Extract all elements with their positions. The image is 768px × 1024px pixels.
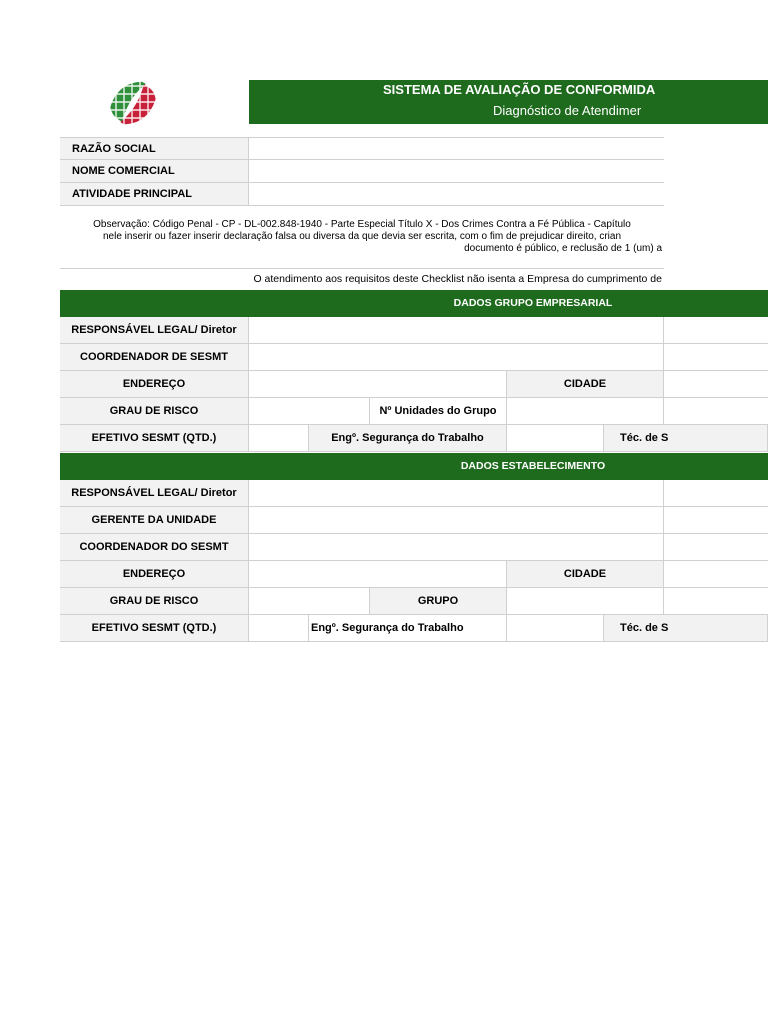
- estab-gerente-value[interactable]: [249, 507, 664, 533]
- grupo-coordenador-label: COORDENADOR DE SESMT: [60, 344, 249, 370]
- estab-gerente-row: [60, 507, 768, 534]
- checklist-notice: O atendimento aos requisitos deste Checklist não isenta a Empresa do cumprimento de: [253, 273, 662, 285]
- system-title: SISTEMA DE AVALIAÇÃO DE CONFORMIDA: [383, 82, 656, 97]
- estab-grau-risco-value[interactable]: [249, 588, 370, 614]
- grupo-tec-label: Téc. de S: [604, 425, 768, 451]
- estab-gerente-label: GERENTE DA UNIDADE: [60, 507, 249, 533]
- estab-grau-row: [60, 588, 768, 615]
- grupo-coordenador-value[interactable]: [249, 344, 664, 370]
- atividade-principal-row: [60, 183, 664, 206]
- section-title-estabelecimento: DADOS ESTABELECIMENTO: [460, 460, 606, 472]
- system-subtitle: Diagnóstico de Atendimer: [493, 103, 642, 118]
- grupo-unidades-value[interactable]: [507, 398, 664, 424]
- grupo-endereco-label: ENDEREÇO: [60, 371, 249, 397]
- razao-social-label: RAZÃO SOCIAL: [60, 138, 249, 159]
- estab-eng-seguranca-label: Engº. Segurança do Trabalho: [309, 615, 507, 641]
- spreadsheet-page: [60, 0, 768, 1024]
- estab-coordenador-row: [60, 534, 768, 561]
- grupo-efetivo-row: [60, 425, 768, 452]
- estab-efetivo-row: [60, 615, 768, 642]
- grupo-efetivo-label: EFETIVO SESMT (QTD.): [60, 425, 249, 451]
- section-title-grupo: DADOS GRUPO EMPRESARIAL: [453, 297, 613, 309]
- estab-tec-label: Téc. de S: [604, 615, 768, 641]
- grupo-responsavel-row: [60, 317, 768, 344]
- estab-efetivo-value[interactable]: [249, 615, 309, 641]
- estab-responsavel-label: RESPONSÁVEL LEGAL/ Diretor: [60, 480, 249, 506]
- atividade-principal-label: ATIVIDADE PRINCIPAL: [60, 183, 249, 205]
- grupo-grau-row: [60, 398, 768, 425]
- nome-comercial-label: NOME COMERCIAL: [60, 160, 249, 182]
- estab-coordenador-value[interactable]: [249, 534, 664, 560]
- grupo-cidade-label: CIDADE: [507, 371, 664, 397]
- grupo-responsavel-label: RESPONSÁVEL LEGAL/ Diretor: [60, 317, 249, 343]
- section-header-grupo: [60, 290, 768, 317]
- estab-responsavel-row: [60, 480, 768, 507]
- observation-line-1: Observação: Código Penal - CP - DL-002.848-1940 - Parte Especial Título X - Dos Crimes Contra a Fé Pública - Capítulo: [93, 219, 631, 230]
- estab-grupo-value[interactable]: [507, 588, 664, 614]
- grupo-eng-seguranca-value[interactable]: [507, 425, 604, 451]
- estab-endereco-row: [60, 561, 768, 588]
- estab-endereco-value[interactable]: [249, 561, 507, 587]
- legal-observation: [60, 209, 664, 269]
- grupo-endereco-value[interactable]: [249, 371, 507, 397]
- estab-coordenador-label: COORDENADOR DO SESMT: [60, 534, 249, 560]
- estab-endereco-label: ENDEREÇO: [60, 561, 249, 587]
- grupo-coordenador-row: [60, 344, 768, 371]
- razao-social-row: [60, 137, 664, 160]
- grupo-responsavel-value[interactable]: [249, 317, 664, 343]
- nome-comercial-row: [60, 160, 664, 183]
- estab-cidade-label: CIDADE: [507, 561, 664, 587]
- grupo-grau-risco-value[interactable]: [249, 398, 370, 424]
- globe-logo-icon: [108, 78, 158, 128]
- estab-grupo-label: GRUPO: [370, 588, 507, 614]
- estab-efetivo-label: EFETIVO SESMT (QTD.): [60, 615, 249, 641]
- grupo-grau-risco-label: GRAU DE RISCO: [60, 398, 249, 424]
- grupo-unidades-label: Nº Unidades do Grupo: [370, 398, 507, 424]
- grupo-endereco-row: [60, 371, 768, 398]
- section-header-estabelecimento: [60, 453, 768, 480]
- estab-responsavel-value[interactable]: [249, 480, 664, 506]
- estab-eng-seguranca-value[interactable]: [507, 615, 604, 641]
- grupo-efetivo-value[interactable]: [249, 425, 309, 451]
- grupo-eng-seguranca-label: Engº. Segurança do Trabalho: [309, 425, 507, 451]
- header-banner: [249, 80, 768, 124]
- estab-grau-risco-label: GRAU DE RISCO: [60, 588, 249, 614]
- observation-line-3: documento é público, e reclusão de 1 (um) a: [464, 243, 662, 254]
- observation-line-2: nele inserir ou fazer inserir declaração falsa ou diversa da que devia ser escrita, com o fim de prejudicar direito, crian: [102, 231, 622, 242]
